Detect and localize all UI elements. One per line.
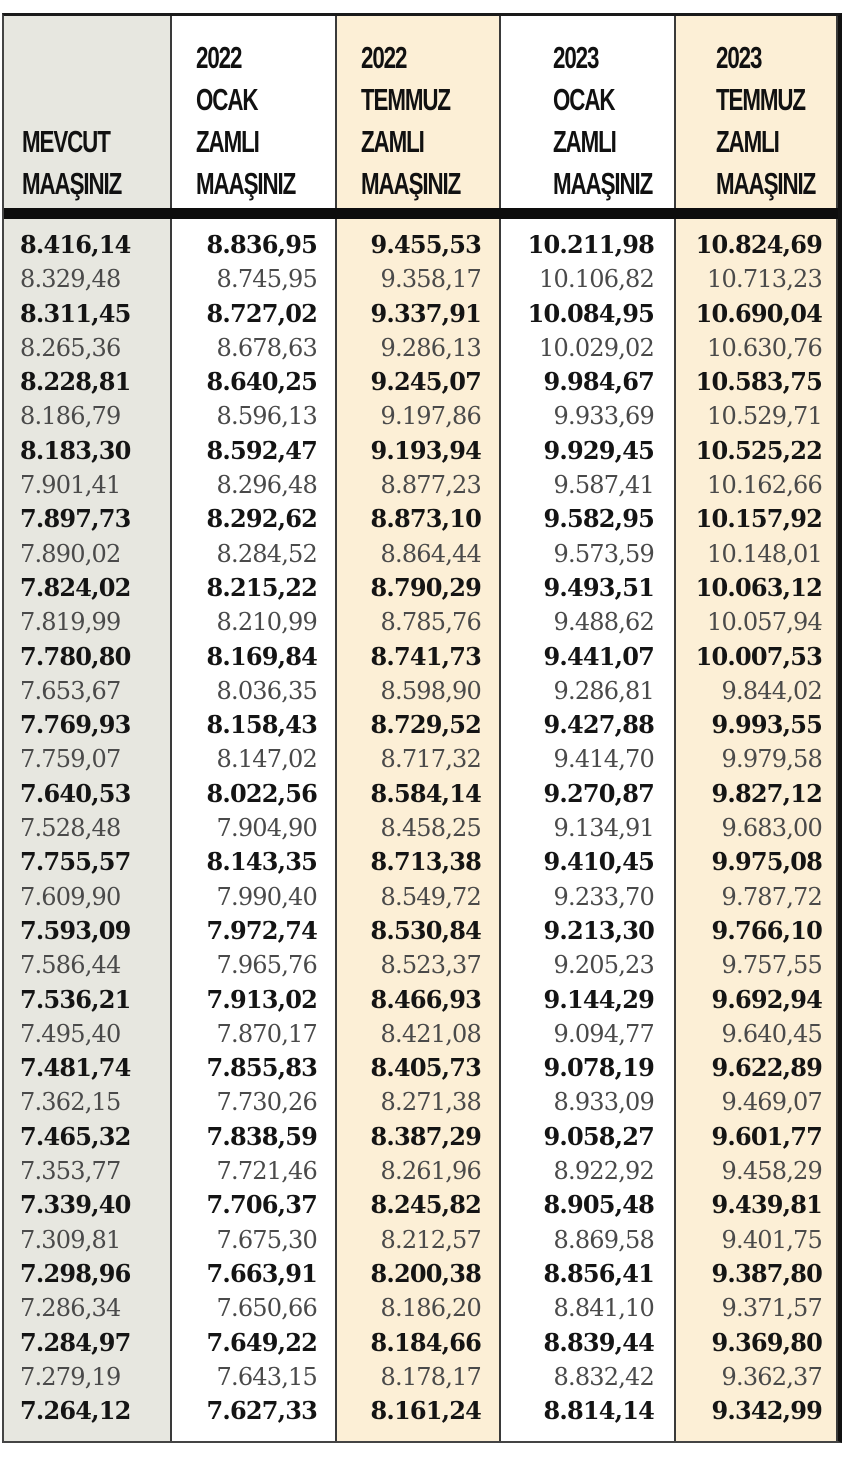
header-line: ZAMLI (716, 124, 779, 159)
column-header (172, 16, 335, 213)
table-cell: 7.609,90 (20, 882, 121, 911)
table-cell: 9.587,41 (553, 471, 654, 500)
column-2023-ocak (501, 16, 676, 1441)
table-cell: 8.022,56 (206, 778, 317, 808)
table-cell: 7.284,97 (20, 1327, 131, 1357)
table-cell: 9.078,19 (543, 1053, 654, 1083)
table-cell: 8.549,72 (380, 882, 481, 911)
table-cell: 9.683,00 (721, 814, 822, 843)
table-cell: 8.905,48 (543, 1190, 654, 1220)
table-cell: 8.466,93 (370, 984, 481, 1014)
table-cell: 7.721,46 (216, 1157, 317, 1186)
table-cell: 8.228,81 (20, 367, 131, 397)
table-cell: 8.814,14 (543, 1396, 654, 1426)
table-cell: 10.063,12 (695, 572, 822, 602)
table-cell: 7.481,74 (20, 1053, 131, 1083)
table-cell: 7.536,21 (20, 984, 131, 1014)
table-cell: 9.245,07 (370, 367, 481, 397)
table-cell: 9.827,12 (711, 778, 822, 808)
column-cells (172, 228, 335, 1428)
table-cell: 9.342,99 (711, 1396, 822, 1426)
table-cell: 9.455,53 (370, 230, 481, 259)
column-header (337, 16, 499, 213)
table-cell: 9.469,07 (721, 1088, 822, 1117)
table-cell: 8.329,48 (20, 265, 121, 294)
table-cell: 9.787,72 (721, 882, 822, 911)
table-cell: 7.339,40 (20, 1190, 131, 1220)
table-cell: 9.094,77 (553, 1019, 654, 1048)
table-cell: 8.143,35 (206, 847, 317, 877)
table-cell: 8.713,38 (370, 847, 481, 877)
table-cell: 8.147,02 (216, 745, 317, 774)
table-cell: 9.205,23 (553, 951, 654, 980)
table-cell: 8.741,73 (370, 641, 481, 671)
table-cell: 8.584,14 (370, 778, 481, 808)
table-cell: 8.215,22 (206, 572, 317, 602)
table-cell: 10.583,75 (695, 367, 822, 397)
table-cell: 8.841,10 (553, 1294, 654, 1323)
table-cell: 8.856,41 (543, 1258, 654, 1288)
table-cell: 10.713,23 (707, 265, 822, 294)
table-cell: 10.057,94 (707, 608, 822, 637)
table-cell: 9.286,81 (553, 676, 654, 705)
table-cell: 7.855,83 (206, 1053, 317, 1083)
table-cell: 9.984,67 (543, 367, 654, 397)
table-cell: 8.245,82 (370, 1190, 481, 1220)
table-cell: 10.084,95 (527, 298, 654, 328)
table-cell: 7.528,48 (20, 814, 121, 843)
table-cell: 8.292,62 (206, 504, 317, 534)
table-cell: 7.675,30 (216, 1225, 317, 1254)
table-cell: 9.213,30 (543, 915, 654, 945)
table-cell: 7.972,74 (206, 915, 317, 945)
table-cell: 8.873,10 (370, 504, 481, 534)
table-cell: 7.730,26 (216, 1088, 317, 1117)
table-cell: 9.439,81 (711, 1190, 822, 1220)
header-line: ZAMLI (196, 124, 259, 159)
table-cell: 10.630,76 (707, 333, 822, 362)
table-cell: 8.416,14 (20, 230, 131, 259)
table-cell: 7.901,41 (20, 471, 121, 500)
table-cell: 7.965,76 (216, 951, 317, 980)
table-cell: 7.819,99 (20, 608, 121, 637)
table-cell: 9.427,88 (543, 710, 654, 740)
table-cell: 8.869,58 (553, 1225, 654, 1254)
table-cell: 7.649,22 (206, 1327, 317, 1357)
table-cell: 9.144,29 (543, 984, 654, 1014)
table-cell: 10.529,71 (707, 402, 822, 431)
table-cell: 9.975,08 (711, 847, 822, 877)
table-cell: 9.337,91 (370, 298, 481, 328)
header-line: MAAŞINIZ (22, 166, 122, 201)
table-cell: 9.286,13 (380, 333, 481, 362)
column-header (676, 16, 836, 213)
table-cell: 8.790,29 (370, 572, 481, 602)
header-line: MEVCUT (22, 124, 110, 159)
table-cell: 9.233,70 (553, 882, 654, 911)
header-line: MAAŞINIZ (716, 166, 816, 201)
header-line: MAAŞINIZ (196, 166, 296, 201)
table-cell: 7.309,81 (20, 1225, 121, 1254)
table-cell: 8.523,37 (380, 951, 481, 980)
table-cell: 7.897,73 (20, 504, 131, 534)
table-cell: 7.286,34 (20, 1294, 121, 1323)
header-line: OCAK (553, 82, 615, 117)
table-cell: 8.458,25 (380, 814, 481, 843)
table-cell: 7.890,02 (20, 539, 121, 568)
table-cell: 8.421,08 (380, 1019, 481, 1048)
table-cell: 10.106,82 (539, 265, 654, 294)
table-cell: 8.678,63 (216, 333, 317, 362)
table-cell: 8.271,38 (380, 1088, 481, 1117)
table-cell: 8.864,44 (380, 539, 481, 568)
table-cell: 7.640,53 (20, 778, 131, 808)
table-cell: 8.387,29 (370, 1121, 481, 1151)
table-cell: 9.493,51 (543, 572, 654, 602)
table-cell: 9.387,80 (711, 1258, 822, 1288)
table-cell: 9.933,69 (553, 402, 654, 431)
table-cell: 9.362,37 (721, 1362, 822, 1391)
table-cell: 9.929,45 (543, 435, 654, 465)
table-cell: 7.465,32 (20, 1121, 131, 1151)
table-cell: 9.058,27 (543, 1121, 654, 1151)
table-cell: 7.353,77 (20, 1157, 121, 1186)
column-2022-temmuz (337, 16, 501, 1441)
table-cell: 7.643,15 (216, 1362, 317, 1391)
table-cell: 8.717,32 (380, 745, 481, 774)
table-cell: 8.158,43 (206, 710, 317, 740)
header-line: MAAŞINIZ (553, 166, 653, 201)
table-cell: 9.766,10 (711, 915, 822, 945)
table-cell: 8.169,84 (206, 641, 317, 671)
table-cell: 8.183,30 (20, 435, 131, 465)
header-line: 2022 (196, 40, 242, 75)
table-cell: 9.844,02 (721, 676, 822, 705)
table-cell: 8.210,99 (216, 608, 317, 637)
table-cell: 7.650,66 (216, 1294, 317, 1323)
column-cells (501, 228, 674, 1428)
table-cell: 7.904,90 (216, 814, 317, 843)
table-cell: 10.007,53 (695, 641, 822, 671)
header-line: TEMMUZ (716, 82, 805, 117)
table-cell: 7.279,19 (20, 1362, 121, 1391)
table-cell: 7.495,40 (20, 1019, 121, 1048)
table-cell: 7.663,91 (206, 1258, 317, 1288)
table-cell: 7.838,59 (206, 1121, 317, 1151)
table-cell: 8.296,48 (216, 471, 317, 500)
table-cell: 9.979,58 (721, 745, 822, 774)
table-cell: 7.780,80 (20, 641, 131, 671)
table-cell: 9.358,17 (380, 265, 481, 294)
table-cell: 8.729,52 (370, 710, 481, 740)
table-cell: 7.824,02 (20, 572, 131, 602)
header-line: 2023 (716, 40, 762, 75)
table-cell: 9.993,55 (711, 710, 822, 740)
table-cell: 8.212,57 (380, 1225, 481, 1254)
table-cell: 10.824,69 (695, 230, 822, 259)
table-cell: 8.161,24 (370, 1396, 481, 1426)
header-line: OCAK (196, 82, 258, 117)
table-cell: 7.759,07 (20, 745, 121, 774)
table-cell: 9.582,95 (543, 504, 654, 534)
table-cell: 9.401,75 (721, 1225, 822, 1254)
table-cell: 8.839,44 (543, 1327, 654, 1357)
table-cell: 7.653,67 (20, 676, 121, 705)
table-cell: 8.265,36 (20, 333, 121, 362)
table-cell: 9.757,55 (721, 951, 822, 980)
table-cell: 8.530,84 (370, 915, 481, 945)
table-cell: 7.593,09 (20, 915, 131, 945)
table-cell: 10.029,02 (539, 333, 654, 362)
table-cell: 8.877,23 (380, 471, 481, 500)
table-cell: 8.596,13 (216, 402, 317, 431)
table-cell: 8.745,95 (216, 265, 317, 294)
table-cell: 8.836,95 (206, 230, 317, 259)
table-cell: 7.990,40 (216, 882, 317, 911)
table-cell: 8.922,92 (553, 1157, 654, 1186)
table-cell: 9.369,80 (711, 1327, 822, 1357)
table-cell: 10.525,22 (695, 435, 822, 465)
table-cell: 9.441,07 (543, 641, 654, 671)
table-cell: 7.870,17 (216, 1019, 317, 1048)
table-cell: 7.298,96 (20, 1258, 131, 1288)
column-header (4, 16, 170, 213)
table-cell: 9.371,57 (721, 1294, 822, 1323)
table-cell: 8.592,47 (206, 435, 317, 465)
table-cell: 10.148,01 (707, 539, 822, 568)
table-cell: 9.414,70 (553, 745, 654, 774)
table-cell: 7.627,33 (206, 1396, 317, 1426)
table-cell: 8.785,76 (380, 608, 481, 637)
table-cell: 8.261,96 (380, 1157, 481, 1186)
table-cell: 9.197,86 (380, 402, 481, 431)
column-mevcut (4, 16, 172, 1441)
table-cell: 7.362,15 (20, 1088, 121, 1117)
column-2023-temmuz (676, 16, 838, 1441)
table-cell: 7.769,93 (20, 710, 131, 740)
table-cell: 8.598,90 (380, 676, 481, 705)
table-cell: 8.186,20 (380, 1294, 481, 1323)
table-cell: 8.405,73 (370, 1053, 481, 1083)
header-line: ZAMLI (361, 124, 424, 159)
table-cell: 8.200,38 (370, 1258, 481, 1288)
table-cell: 9.193,94 (370, 435, 481, 465)
table-cell: 9.458,29 (721, 1157, 822, 1186)
column-cells (337, 228, 499, 1428)
header-line: 2023 (553, 40, 599, 75)
header-line: TEMMUZ (361, 82, 450, 117)
column-header (501, 16, 674, 213)
table-cell: 7.706,37 (206, 1190, 317, 1220)
column-2022-ocak (172, 16, 337, 1441)
table-cell: 9.601,77 (711, 1121, 822, 1151)
table-cell: 9.270,87 (543, 778, 654, 808)
header-divider (4, 208, 838, 219)
table-cell: 8.727,02 (206, 298, 317, 328)
table-cell: 9.640,45 (721, 1019, 822, 1048)
table-cell: 7.755,57 (20, 847, 131, 877)
table-cell: 9.488,62 (553, 608, 654, 637)
table-cell: 8.178,17 (380, 1362, 481, 1391)
table-cell: 9.573,59 (553, 539, 654, 568)
table-cell: 10.690,04 (695, 298, 822, 328)
table-cell: 10.211,98 (527, 230, 654, 259)
column-cells (676, 228, 836, 1428)
table-cell: 8.311,45 (20, 298, 131, 328)
table-cell: 7.586,44 (20, 951, 121, 980)
table-cell: 9.692,94 (711, 984, 822, 1014)
header-line: ZAMLI (553, 124, 616, 159)
table-cell: 8.036,35 (216, 676, 317, 705)
table-cell: 7.913,02 (206, 984, 317, 1014)
header-line: MAAŞINIZ (361, 166, 461, 201)
table-cell: 8.184,66 (370, 1327, 481, 1357)
table-cell: 7.264,12 (20, 1396, 131, 1426)
table-cell: 8.933,09 (553, 1088, 654, 1117)
salary-table (2, 13, 842, 1443)
table-cell: 8.832,42 (553, 1362, 654, 1391)
header-line: 2022 (361, 40, 407, 75)
table-cell: 8.284,52 (216, 539, 317, 568)
table-cell: 9.622,89 (711, 1053, 822, 1083)
table-cell: 9.410,45 (543, 847, 654, 877)
table-cell: 10.157,92 (695, 504, 822, 534)
table-cell: 8.640,25 (206, 367, 317, 397)
table-cell: 8.186,79 (20, 402, 121, 431)
table-cell: 10.162,66 (707, 471, 822, 500)
column-cells (4, 228, 170, 1428)
table-cell: 9.134,91 (553, 814, 654, 843)
